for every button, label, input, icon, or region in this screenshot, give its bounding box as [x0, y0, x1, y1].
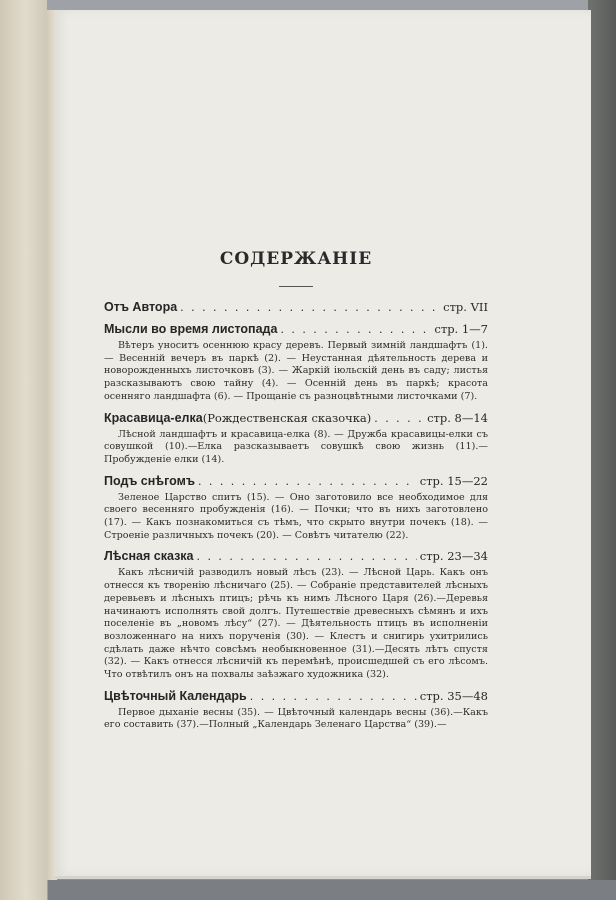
toc-entry-heading	[104, 410, 488, 426]
dot-leader	[180, 299, 440, 315]
toc-entry	[104, 548, 488, 681]
toc-entry-title: Цвѣточный Календарь	[104, 688, 247, 703]
toc-entry-heading	[104, 688, 488, 704]
dot-leader	[374, 410, 424, 426]
dot-leader	[250, 688, 417, 704]
book-cover-edge	[0, 0, 48, 900]
toc-entry	[104, 321, 488, 404]
toc-entry	[104, 473, 488, 543]
toc-entry	[104, 299, 488, 315]
toc-entry-description: Лѣсной ландшафтъ и красавица-елка (8). — Дружба красавицы-елки съ совушкой (10).—Елка разсказываетъ совушкѣ свою жизнь (11).—Пробужденіе елки (14).	[104, 428, 488, 465]
toc-entry-pages: стр. VII	[443, 300, 488, 314]
toc-entry	[104, 688, 488, 732]
background-bottom	[0, 880, 616, 900]
dot-leader	[280, 321, 431, 337]
dot-leader	[197, 548, 417, 564]
toc-entry-subtitle: (Рождественская сказочка)	[202, 410, 372, 425]
toc-entry-description: Вѣтеръ уноситъ осеннюю красу деревъ. Первый зимній ландшафтъ (1). — Весенній вечеръ въ паркѣ (2). — Неустанная дѣятельность дерева и новорожденныхъ листочковъ (3). — Жаркій іюльскій день въ саду; листья разсказываютъ свою тайну (4). — Осенній день въ паркѣ; красота осенняго ландшафта (6). — Прощаніе съ разноцвѣтными листочками (7).	[104, 340, 488, 402]
toc-entry-pages: стр. 23—34	[419, 549, 488, 564]
page-title: СОДЕРЖАНІЕ	[219, 249, 373, 269]
toc-entry-pages: стр. 1—7	[434, 322, 488, 336]
toc-entry-pages: стр. 35—48	[419, 688, 488, 703]
toc-entry-title: Отъ Автора	[104, 300, 178, 314]
toc-entry-heading	[104, 321, 488, 337]
toc-entry-heading	[104, 299, 488, 315]
toc-entry-title: Мысли во время листопада	[104, 322, 278, 336]
toc-entry-description: Зеленое Царство спитъ (15). — Оно заготовило все необходимое для своего весенняго пробужденія (16). — Почки; что въ нихъ заготовлено (17). — Какъ познакомиться съ тѣмъ, что скрыто внутри почекъ (18). — Строеніе различныхъ почекъ (20). — Совѣтъ читателю (22).	[104, 491, 488, 541]
toc-entry-heading	[104, 548, 488, 564]
toc-entry-title: Лѣсная сказка	[104, 549, 194, 564]
toc-entry	[104, 410, 488, 467]
toc-entry-description: Какъ лѣсничій разводилъ новый лѣсъ (23). — Лѣсной Царь. Какъ онъ отнесся къ творенію лѣсничаго (25). — Собраніе представителей лѣсныхъ деревьевъ и лѣсныхъ птицъ; рѣчь къ нимъ Лѣсного Царя (26).—Деревья начинаютъ исполнять свой долгъ. Путешествіе древесныхъ сѣмянъ и ихъ поселеніе въ „новомъ лѣсу“ (27). — Дѣятельность птицъ въ исполненіи возложеннаго на нихъ порученія (30). — Клестъ и снигирь ухитрились сдѣлать даже нѣчто совсѣмъ необыкновенное (31).—Десять лѣтъ спустя (32). — Какъ отнесся лѣсничій къ перемѣнѣ, происшедшей съ его лѣсомъ. Что отвѣтилъ онъ на похвалы заѣзжаго художника (32).	[104, 567, 488, 681]
toc-entry-pages: стр. 15—22	[419, 473, 488, 488]
title-rule	[279, 286, 313, 287]
toc-entry-description: Первое дыханіе весны (35). — Цвѣточный календарь весны (36).—Какъ его составить (37).—Полный „Календарь Зеленаго Царства“ (39).—	[104, 706, 488, 731]
background-right	[588, 0, 616, 900]
toc-entry-title: Подъ снѣгомъ	[104, 473, 195, 488]
toc-entry-title: Красавица-елка	[104, 410, 203, 425]
toc-entry-heading	[104, 473, 488, 489]
dot-leader	[198, 473, 417, 489]
toc-entry-pages: стр. 8—14	[427, 410, 488, 425]
table-of-contents	[104, 246, 488, 738]
